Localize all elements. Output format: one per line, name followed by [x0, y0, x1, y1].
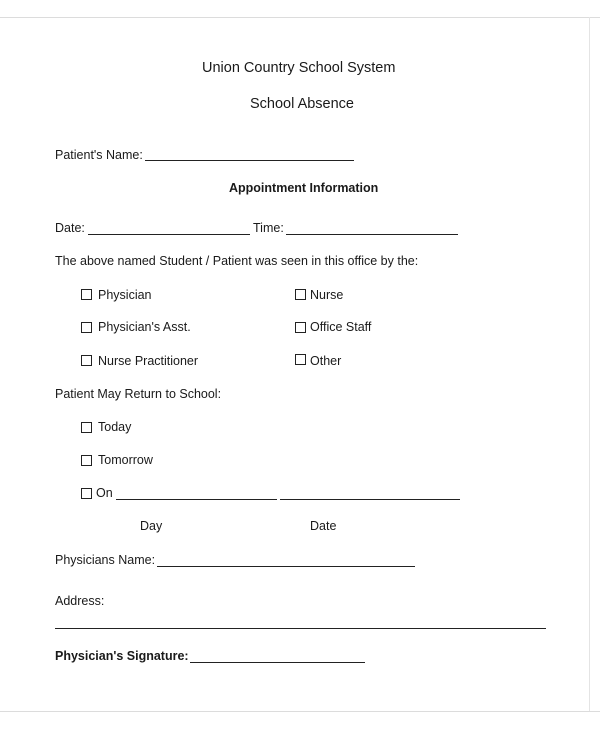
date-caption: Date [310, 519, 337, 533]
page-right-edge [589, 17, 590, 712]
address-label: Address: [55, 594, 105, 608]
seen-by-statement: The above named Student / Patient was seen in this office by the: [55, 254, 419, 268]
nurse-checkbox[interactable] [295, 289, 306, 300]
nurse-practitioner-checkbox[interactable] [81, 355, 92, 366]
physician-option-label: Physician [98, 288, 152, 302]
signature-label: Physician's Signature: [55, 649, 189, 663]
patient-name-line[interactable] [145, 160, 354, 161]
physicians-name-label: Physicians Name: [55, 553, 156, 567]
day-caption: Day [140, 519, 163, 533]
form-title: School Absence [250, 96, 354, 112]
nurse-option-label: Nurse [310, 288, 344, 302]
organization-title: Union Country School System [202, 60, 396, 76]
other-option-label: Other [310, 354, 342, 368]
other-checkbox[interactable] [295, 354, 306, 365]
address-line[interactable] [55, 628, 546, 629]
nurse-practitioner-option-label: Nurse Practitioner [98, 354, 199, 368]
date-line[interactable] [88, 234, 250, 235]
return-label: Patient May Return to School: [55, 387, 222, 401]
time-label: Time: [253, 221, 284, 235]
tomorrow-checkbox[interactable] [81, 455, 92, 466]
on-checkbox[interactable] [81, 488, 92, 499]
tomorrow-option-label: Tomorrow [98, 453, 153, 467]
office-staff-checkbox[interactable] [295, 322, 306, 333]
on-option-label: On [96, 486, 113, 500]
physicians-asst-option-label: Physician's Asst. [98, 320, 191, 334]
appointment-heading: Appointment Information [229, 181, 379, 195]
return-day-line[interactable] [116, 499, 277, 500]
signature-line[interactable] [190, 662, 365, 663]
office-staff-option-label: Office Staff [310, 320, 372, 334]
page-top-edge [0, 17, 600, 18]
today-checkbox[interactable] [81, 422, 92, 433]
date-label: Date: [55, 221, 85, 235]
physicians-name-line[interactable] [157, 566, 415, 567]
physicians-asst-checkbox[interactable] [81, 322, 92, 333]
return-date-line[interactable] [280, 499, 460, 500]
patient-name-label: Patient's Name: [55, 148, 143, 162]
page-bottom-edge [0, 711, 600, 712]
physician-checkbox[interactable] [81, 289, 92, 300]
today-option-label: Today [98, 420, 132, 434]
time-line[interactable] [286, 234, 458, 235]
